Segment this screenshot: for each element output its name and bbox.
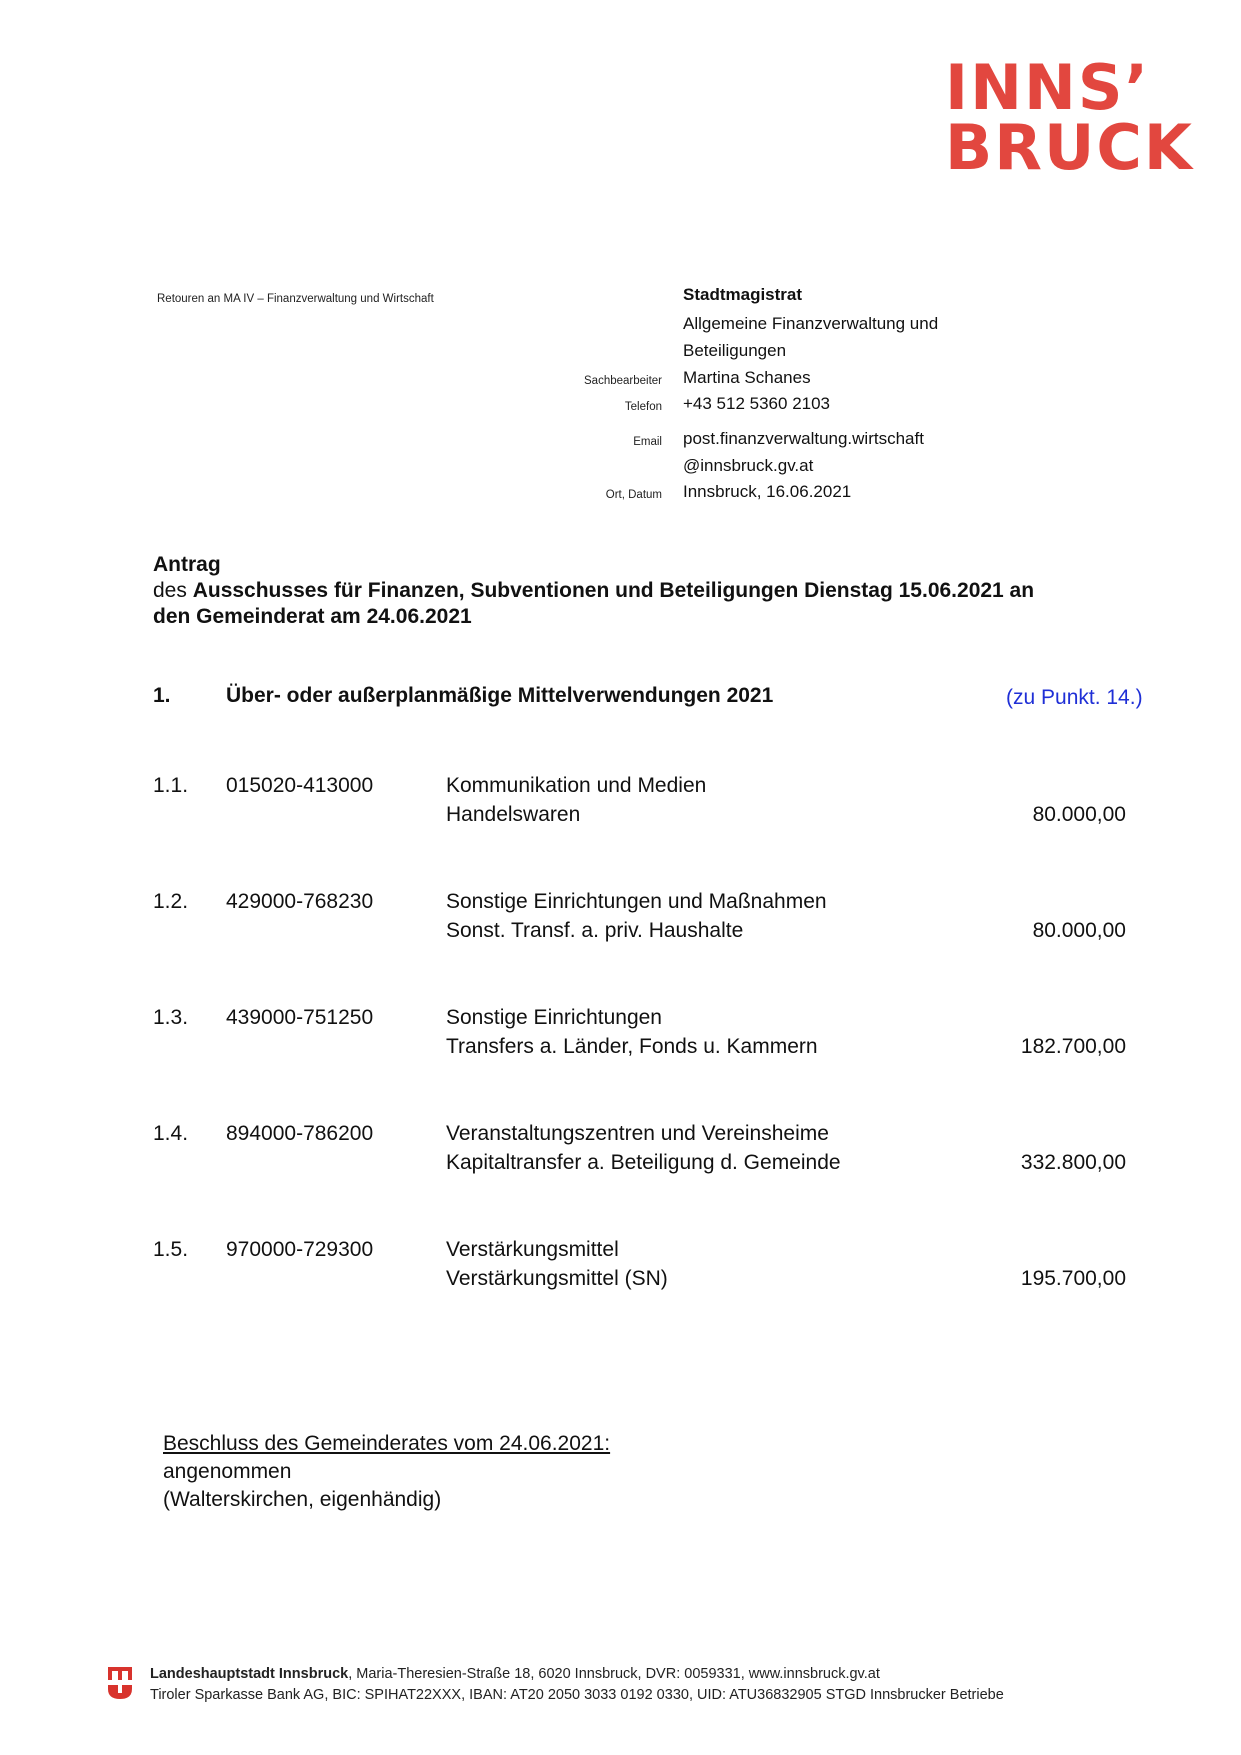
email-label: Email xyxy=(633,436,662,448)
logo-line-1: INNS’ xyxy=(945,51,1151,124)
title-committee: Ausschusses für Finanzen, Subventionen und Beteiligungen Dienstag 15.06.2021 an xyxy=(192,579,1035,602)
item-description xyxy=(446,1119,841,1177)
title-prefix: des xyxy=(153,579,193,602)
item-description xyxy=(446,1235,668,1293)
item-line-1: Verstärkungsmittel xyxy=(446,1238,619,1261)
item-number: 1.2. xyxy=(153,890,189,913)
title-heading: Antrag xyxy=(153,553,221,576)
section-number: 1. xyxy=(153,684,171,707)
innsbruck-logo xyxy=(945,51,1195,184)
email-line-1: post.finanzverwaltung.wirtschaft xyxy=(683,429,924,448)
item-line-2: Sonst. Transf. a. priv. Haushalte xyxy=(446,919,744,942)
place-date-label: Ort, Datum xyxy=(605,489,662,501)
item-description xyxy=(446,1003,818,1061)
item-code: 439000-751250 xyxy=(226,1006,374,1029)
item-number: 1.1. xyxy=(153,774,189,797)
return-address: Retouren an MA IV – Finanzverwaltung und Wirtschaft xyxy=(157,293,434,305)
item-line-2: Handelswaren xyxy=(446,803,581,826)
item-line-1: Kommunikation und Medien xyxy=(446,774,707,797)
item-amount: 195.700,00 xyxy=(1020,1267,1126,1290)
item-line-2: Transfers a. Länder, Fonds u. Kammern xyxy=(446,1035,818,1058)
footer-line-1 xyxy=(150,1664,1004,1685)
item-amount: 332.800,00 xyxy=(1020,1151,1126,1174)
footer-line-2: Tiroler Sparkasse Bank AG, BIC: SPIHAT22XXX, IBAN: AT20 2050 3033 0192 0330, UID: ATU36832905 STGD Innsbrucker Betriebe xyxy=(150,1687,1004,1703)
resolution-result: angenommen xyxy=(163,1460,292,1483)
phone-number: +43 512 5360 2103 xyxy=(683,394,831,413)
item-line-1: Sonstige Einrichtungen xyxy=(446,1006,662,1029)
title-line-1 xyxy=(153,578,1034,604)
item-number: 1.5. xyxy=(153,1238,189,1261)
item-description xyxy=(446,887,827,945)
item-amount: 182.700,00 xyxy=(1020,1035,1126,1058)
title-line-2: den Gemeinderat am 24.06.2021 xyxy=(153,605,472,628)
resolution-heading: Beschluss des Gemeinderates vom 24.06.2021: xyxy=(163,1432,611,1455)
item-description xyxy=(446,771,706,829)
office-name: Stadtmagistrat xyxy=(683,285,803,304)
item-amount: 80.000,00 xyxy=(1032,803,1126,826)
item-code: 970000-729300 xyxy=(226,1238,374,1261)
resolution-block xyxy=(163,1430,610,1514)
footer xyxy=(150,1664,1004,1706)
phone-label: Telefon xyxy=(624,401,662,413)
item-line-1: Veranstaltungszentren und Vereinsheime xyxy=(446,1122,829,1145)
city-crest-icon xyxy=(106,1666,134,1700)
clerk-label: Sachbearbeiter xyxy=(584,375,662,387)
item-code: 429000-768230 xyxy=(226,890,374,913)
item-number: 1.4. xyxy=(153,1122,189,1145)
section-reference: (zu Punkt. 14.) xyxy=(1006,686,1143,709)
resolution-signature: (Walterskirchen, eigenhändig) xyxy=(163,1488,442,1511)
logo-line-2: BRUCK xyxy=(945,111,1194,184)
item-code: 894000-786200 xyxy=(226,1122,374,1145)
item-line-2: Kapitaltransfer a. Beteiligung d. Gemeinde xyxy=(446,1151,841,1174)
item-number: 1.3. xyxy=(153,1006,189,1029)
section-title: Über- oder außerplanmäßige Mittelverwendungen 2021 xyxy=(226,684,774,707)
document-title xyxy=(153,552,1034,630)
item-line-2: Verstärkungsmittel (SN) xyxy=(446,1267,668,1290)
item-line-1: Sonstige Einrichtungen und Maßnahmen xyxy=(446,890,827,913)
footer-org: Landeshauptstadt Innsbruck xyxy=(150,1666,349,1682)
place-date: Innsbruck, 16.06.2021 xyxy=(683,482,852,501)
email-line-2: @innsbruck.gv.at xyxy=(683,456,814,475)
footer-address: , Maria-Theresien-Straße 18, 6020 Innsbruck, DVR: 0059331, www.innsbruck.gv.at xyxy=(348,1666,880,1682)
department-line-2: Beteiligungen xyxy=(683,341,787,360)
item-code: 015020-413000 xyxy=(226,774,374,797)
department-line-1: Allgemeine Finanzverwaltung und xyxy=(683,314,939,333)
clerk-name: Martina Schanes xyxy=(683,368,811,387)
item-amount: 80.000,00 xyxy=(1032,919,1126,942)
